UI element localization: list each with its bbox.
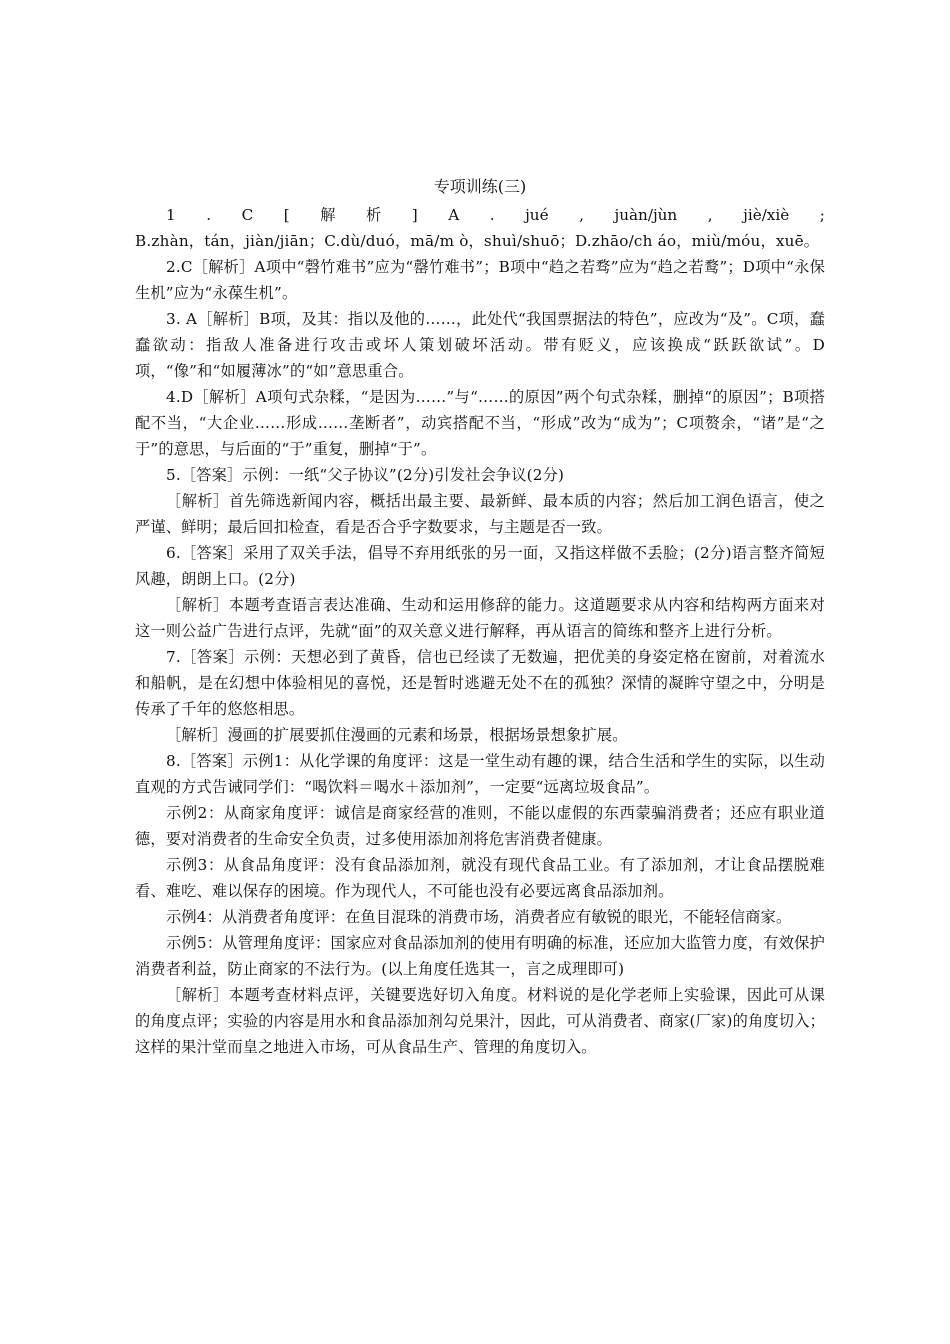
q1-token: . <box>206 206 212 224</box>
q1-token: , <box>579 206 584 224</box>
answer-7: 7.［答案］示例：天想必到了黄昏，信也已经读了无数遍，把优美的身姿定格在窗前，对着流水和船帆，是在幻想中体验相见的喜悦，还是暂时逃避无处不在的孤独？深情的凝眸守望之中，分明是传承了千年的悠悠相思。 <box>135 648 825 718</box>
q1-token: . <box>489 206 495 224</box>
q1-token: [ <box>283 206 290 224</box>
answer-2: 2.C［解析］A项中“磬竹难书”应为“罄竹难书”；B项中“趋之若骛”应为“趋之若鹜”；D项中“永保生机”应为“永葆生机”。 <box>135 258 825 302</box>
answer-8-example-1: 8.［答案］示例1：从化学课的角度评：这是一堂生动有趣的课，结合生活和学生的实际，以生动直观的方式告诫同学们：“喝饮料＝喝水＋添加剂”，一定要“远离垃圾食品”。 <box>135 752 825 796</box>
q1-token: ; <box>819 206 825 224</box>
answer-1-line <box>135 202 825 228</box>
q1-token: jiè/xiè <box>743 206 790 224</box>
analysis-7: ［解析］漫画的扩展要抓住漫画的元素和场景，根据场景想象扩展。 <box>166 726 628 744</box>
answer-8-example-2: 示例2：从商家角度评：诚信是商家经营的准则，不能以虚假的东西蒙骗消费者；还应有职业道德，要对消费者的生命安全负责，过多使用添加剂将危害消费者健康。 <box>135 804 825 848</box>
answer-8-example-4: 示例4：从消费者角度评：在鱼目混珠的消费市场，消费者应有敏锐的眼光，不能轻信商家。 <box>166 908 792 926</box>
q1-token: 析 <box>365 206 382 224</box>
q1-token: ] <box>411 206 418 224</box>
page-title: 专项训练(三) <box>433 177 527 196</box>
q1-token: 1 <box>166 206 176 224</box>
q1-token: A <box>448 206 460 224</box>
answer-sheet <box>135 174 825 1060</box>
q1-token: jué <box>525 206 549 224</box>
answer-3: 3. A［解析］B项，及其：指以及他的……，此处代“我国票据法的特色”，应改为“及”。C项，蠢蠢欲动：指敌人准备进行攻击或坏人策划破坏活动。带有贬义，应该换成“跃跃欲试”。D项，“像”和“如履薄冰”的“如”意思重合。 <box>135 310 825 380</box>
q1-token: C <box>241 206 254 224</box>
analysis-5: ［解析］首先筛选新闻内容，概括出最主要、最新鲜、最本质的内容；然后加工润色语言，使之严谨、鲜明；最后回扣检查，看是否合乎字数要求，与主题是否一致。 <box>135 492 825 536</box>
answer-8-example-3: 示例3：从食品角度评：没有食品添加剂，就没有现代食品工业。有了添加剂，才让食品摆脱难看、难吃、难以保存的困境。作为现代人，不可能也没有必要远离食品添加剂。 <box>135 856 825 900</box>
answer-5: 5.［答案］示例：一纸“父子协议”(2分)引发社会争议(2分) <box>166 466 565 484</box>
analysis-6: ［解析］本题考查语言表达准确、生动和运用修辞的能力。这道题要求从内容和结构两方面来对这一则公益广告进行点评，先就“面”的双关意义进行解释，再从语言的简练和整齐上进行分析。 <box>135 596 825 640</box>
answer-6: 6.［答案］采用了双关手法，倡导不弃用纸张的另一面，又指这样做不丢脸；(2分)语言整齐简短风趣，朗朗上口。(2分) <box>135 544 825 588</box>
q1-token: , <box>707 206 713 224</box>
q1-token: juàn/jùn <box>614 206 678 224</box>
answer-1-continued: B.zhàn，tán，jiàn/jiān；C.dù/duó，mā/m ò，shuì/shuō；D.zhāo/ch áo，miù/móu，xuē。 <box>135 232 820 250</box>
answer-4: 4.D［解析］A项句式杂糅，“是因为……”与“……的原因”两个句式杂糅，删掉“的原因”；B项搭配不当，“大企业……形成……垄断者”，动宾搭配不当，“形成”改为“成为”；C项赘余，“诸”是“之于”的意思，与后面的“于”重复，删掉“于”。 <box>135 388 825 458</box>
q1-token: 解 <box>320 206 336 224</box>
analysis-8: ［解析］本题考查材料点评，关键要选好切入角度。材料说的是化学老师上实验课，因此可从课的角度点评；实验的内容是用水和食品添加剂勾兑果汁，因此，可从消费者、商家(厂家)的角度切入；这样的果汁堂而皇之地进入市场，可从食品生产、管理的角度切入。 <box>135 986 825 1056</box>
answer-8-example-5: 示例5：从管理角度评：国家应对食品添加剂的使用有明确的标准，还应加大监管力度，有效保护消费者利益，防止商家的不法行为。(以上角度任选其一，言之成理即可) <box>135 934 825 978</box>
